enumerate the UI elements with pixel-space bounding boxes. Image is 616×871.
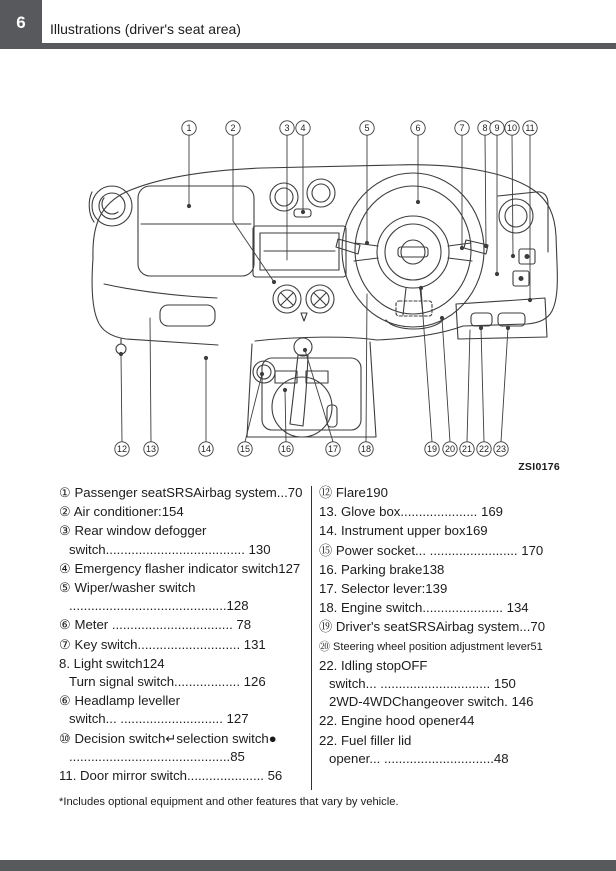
svg-text:9: 9 (494, 123, 500, 134)
legend-item: ⑩ Decision switch↵selection switch● ............................................85 (59, 730, 277, 764)
svg-text:19: 19 (426, 444, 438, 455)
flare-knob-icon (116, 339, 126, 354)
nissan-logo (398, 240, 428, 264)
hvac-knobs (273, 285, 334, 321)
page-title: Illustrations (driver's seat area) (50, 21, 241, 37)
legend-item: ⑫ Flare190 (319, 485, 388, 500)
svg-text:10: 10 (506, 123, 518, 134)
legend-item: ⑲ Driver's seatSRSAirbag system...70 (319, 619, 546, 635)
svg-text:2: 2 (230, 123, 236, 134)
legend-right-column (319, 484, 597, 769)
legend-item: ③ Rear window defogger switch...................................... 130 (59, 523, 271, 557)
legend-item: ⑳ Steering wheel position adjustment lever51 (319, 640, 543, 653)
left-air-vent-icon (89, 186, 132, 226)
legend-item: ⑥ Meter ................................. 78 (59, 617, 252, 633)
svg-text:3: 3 (284, 123, 290, 134)
footnote: *Includes optional equipment and other features that vary by vehicle. (59, 796, 399, 808)
figure-code: ZSI0176 (518, 461, 560, 473)
power-socket-icon (253, 361, 275, 383)
svg-text:4: 4 (300, 123, 306, 134)
legend-item: 8. Light switch124 Turn signal switch.................. 126 (59, 655, 266, 690)
dashboard-outline (92, 165, 557, 345)
svg-text:16: 16 (280, 444, 292, 455)
passenger-panel (138, 186, 254, 326)
legend-item: 22. Engine hood opener44 (319, 713, 475, 729)
svg-text:12: 12 (116, 444, 128, 455)
center-console (247, 338, 376, 437)
right-switch-panel (513, 249, 535, 286)
footer-bar (0, 860, 616, 871)
svg-text:6: 6 (415, 123, 421, 134)
selector-lever-knob-icon (294, 338, 312, 356)
svg-text:21: 21 (461, 444, 473, 455)
legend-item: 22. Fuel filler lid opener... ..............................48 (319, 732, 509, 766)
legend-item: ⑤ Wiper/washer switch ...........................................128 (59, 580, 249, 614)
svg-text:7: 7 (459, 123, 465, 134)
legend-item: 13. Glove box..................... 169 (319, 504, 503, 520)
legend-item: ④ Emergency flasher indicator switch127 (59, 560, 301, 576)
svg-text:1: 1 (186, 123, 192, 134)
svg-text:17: 17 (327, 444, 339, 455)
svg-text:18: 18 (360, 444, 372, 455)
legend-item: 16. Parking brake138 (319, 561, 445, 577)
svg-text:15: 15 (239, 444, 251, 455)
svg-text:22: 22 (478, 444, 490, 455)
legend-item: ⑥ Headlamp leveller switch... ............................ 127 (59, 693, 249, 727)
legend-item: 18. Engine switch...................... 134 (319, 600, 529, 616)
chapter-number: 6 (16, 13, 26, 32)
legend-item: 14. Instrument upper box169 (319, 523, 488, 539)
right-air-vent-icon (498, 192, 548, 252)
parking-brake-boot-icon (272, 377, 332, 437)
legend-item: ② Air conditioner:154 (59, 504, 184, 520)
legend-item: 22. Idling stopOFF switch... .............................. 150 2WD-4WDChangeover switch. 146 (319, 657, 534, 710)
svg-text:11: 11 (525, 123, 535, 134)
legend-item: 17. Selector lever:139 (319, 581, 448, 597)
svg-text:5: 5 (364, 123, 370, 134)
audio-unit (253, 226, 346, 277)
svg-text:14: 14 (200, 444, 212, 455)
svg-text:23: 23 (495, 444, 507, 455)
legend-column-divider (311, 486, 312, 790)
steering-wheel (336, 173, 488, 329)
legend-item: ⑮ Power socket... ........................ 170 (319, 542, 544, 558)
legend-item: ① Passenger seatSRSAirbag system...70 (59, 485, 303, 500)
svg-text:20: 20 (444, 444, 456, 455)
callout-numbers (115, 121, 537, 456)
svg-text:13: 13 (145, 444, 157, 455)
wiper-stalk-icon (336, 239, 360, 254)
legend-left-column (59, 484, 311, 786)
legend-item: ⑦ Key switch............................ 131 (59, 636, 266, 652)
hood-opener-icon (471, 313, 492, 326)
legend-item: 11. Door mirror switch..................... 56 (59, 768, 283, 784)
svg-text:8: 8 (482, 123, 488, 134)
